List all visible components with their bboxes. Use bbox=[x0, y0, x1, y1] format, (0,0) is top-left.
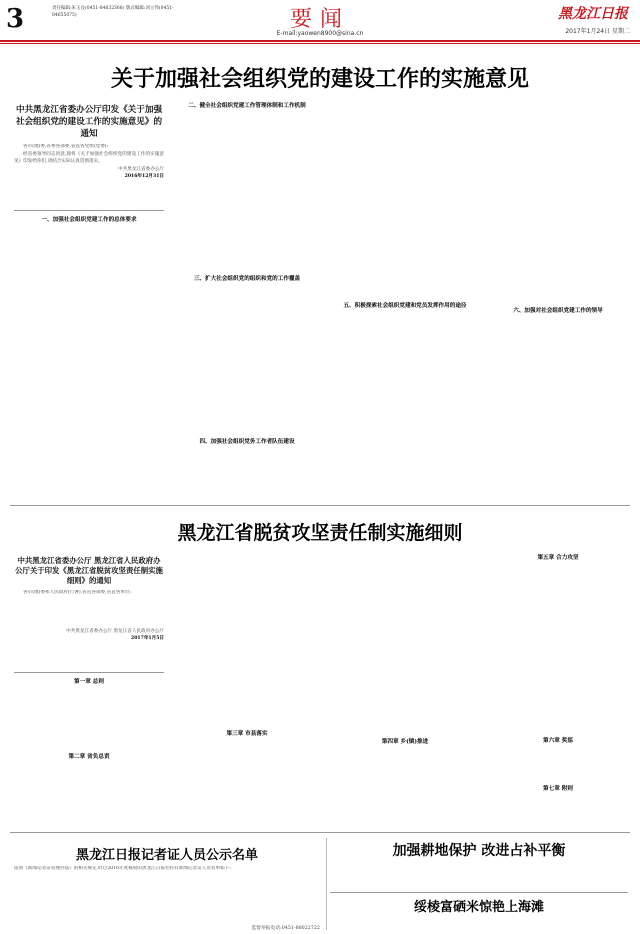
article1-col2-spacer bbox=[172, 113, 322, 273]
article2-notice-title: 中共黑龙江省委办公厅 黑龙江省人民政府办公厅关于印发《黑龙江省脱贫攻坚责任制实施细则》的通知 bbox=[15, 556, 163, 585]
article1-col2-spacer-2 bbox=[172, 286, 322, 436]
article2-notice-date: 2017年1月5日 bbox=[131, 635, 164, 641]
paper-logo: 黑龙江日报 bbox=[558, 6, 628, 22]
article1-column-1 bbox=[14, 214, 164, 502]
article3-intro: 依照《新闻记者证管理办法》的相关规定,经过2016年度核验的黑龙江日报社持有新闻记者证人员名单如下: bbox=[14, 866, 231, 871]
article1-column-2 bbox=[172, 100, 322, 502]
article1-notice-box bbox=[14, 104, 164, 180]
article2-notice-body bbox=[14, 590, 164, 598]
article2-notice-salutation: 各市(地)委和人民政府(行署),省直各部委,省直各单位: bbox=[23, 590, 132, 595]
article2-notice-sign: 中共黑龙江省委办公厅 黑龙江省人民政府办公厅 bbox=[66, 628, 164, 634]
article1-notice-date: 2016年12月31日 bbox=[124, 174, 164, 180]
article2-chapter-7: 第七章 附则 bbox=[543, 785, 573, 792]
article5-headline: 绥棱富硒米惊艳上海滩 bbox=[413, 900, 544, 915]
article1-heading-1: 一、加强社会组织党建工作的总体要求 bbox=[41, 217, 137, 223]
article4-body bbox=[330, 860, 628, 890]
article2-chapter-4: 第四章 乡(镇)推进 bbox=[381, 739, 429, 745]
article2-headline: 黑龙江省脱贫攻坚责任制实施细则 bbox=[177, 522, 463, 544]
article2-chapter-1: 第一章 总则 bbox=[74, 679, 104, 685]
article4-headline: 加强耕地保护 改进占补平衡 bbox=[392, 843, 566, 859]
article1-box-divider bbox=[14, 210, 164, 211]
article1-heading-3: 三、扩大社会组织党的组织和党的工作覆盖 bbox=[193, 275, 301, 282]
article1-headline: 关于加强社会组织党的建设工作的实施意见 bbox=[110, 67, 529, 92]
page-number: 3 bbox=[6, 4, 25, 34]
article2-box-divider bbox=[14, 672, 164, 673]
article2-column-1 bbox=[14, 676, 164, 826]
editor-info: 责任编辑:朱玉良(0451-84632366) 版式编辑:刘立伟(0451-84655075) bbox=[52, 6, 174, 18]
article1-notice-salutation: 各市(地)委,省委各部委,省直各党组(党委): bbox=[23, 144, 109, 149]
article2-column-4 bbox=[488, 552, 628, 828]
article1-col3-spacer bbox=[330, 100, 480, 300]
article2-column-2 bbox=[172, 552, 322, 828]
section-email: E-mail:yaowen8900@sina.cn bbox=[276, 30, 364, 37]
article2-col4-spacer bbox=[488, 565, 628, 735]
article1-column-3 bbox=[330, 100, 480, 502]
article2-col1-spacer bbox=[14, 689, 164, 751]
article3-name-list bbox=[14, 880, 320, 922]
article-separator-1 bbox=[10, 505, 630, 506]
article-separator-2 bbox=[10, 832, 630, 833]
article2-chapter-6: 第六章 奖惩 bbox=[543, 737, 573, 744]
article1-column-4 bbox=[488, 100, 628, 502]
article3-hotline: 监督举报电话:0451-88022722 bbox=[251, 926, 320, 931]
article2-notice-box bbox=[14, 556, 164, 642]
article2-chapter-3: 第三章 市县落实 bbox=[226, 731, 268, 737]
section-title: 要闻 bbox=[289, 7, 350, 32]
article-vertical-divider bbox=[326, 838, 327, 930]
article3-headline: 黑龙江日报记者证人员公示名单 bbox=[75, 848, 258, 863]
article2-chapter-5: 第五章 合力攻坚 bbox=[537, 555, 579, 561]
article1-notice-title: 中共黑龙江省委办公厅印发《关于加强社会组织党的建设工作的实施意见》的通知 bbox=[15, 105, 163, 139]
article2-chapter-2: 第二章 省负总责 bbox=[68, 753, 110, 760]
header-rule-thin bbox=[0, 43, 640, 44]
article1-heading-6: 六、加强对社会组织党建工作的领导 bbox=[513, 308, 603, 314]
article1-heading-2: 二、健全社会组织党建工作管理体制和工作机制 bbox=[188, 103, 306, 109]
article2-col4-spacer-2 bbox=[488, 748, 628, 783]
article1-heading-5: 五、积极探索社会组织党建和党员发挥作用的途径 bbox=[343, 303, 467, 309]
article1-col4-spacer bbox=[488, 100, 628, 305]
issue-date: 2017年1月24日 星期二 bbox=[565, 28, 630, 35]
article1-heading-4: 四、加强社会组织党务工作者队伍建设 bbox=[199, 438, 295, 445]
article2-column-3 bbox=[330, 552, 480, 828]
article-separator-3 bbox=[330, 892, 628, 893]
article1-notice-text: 经省委领导同志同意,现将《关于加强社会组织党的建设工作的实施意见》印发给你们,请结合实际认真贯彻落实。 bbox=[14, 151, 164, 164]
article1-notice-sign: 中共黑龙江省委办公厅 bbox=[118, 167, 164, 173]
article1-notice-body bbox=[14, 144, 164, 166]
article5-body bbox=[330, 914, 628, 932]
article2-col3-spacer bbox=[330, 552, 480, 736]
article2-col2-spacer bbox=[172, 552, 322, 728]
header-rule bbox=[0, 40, 640, 42]
